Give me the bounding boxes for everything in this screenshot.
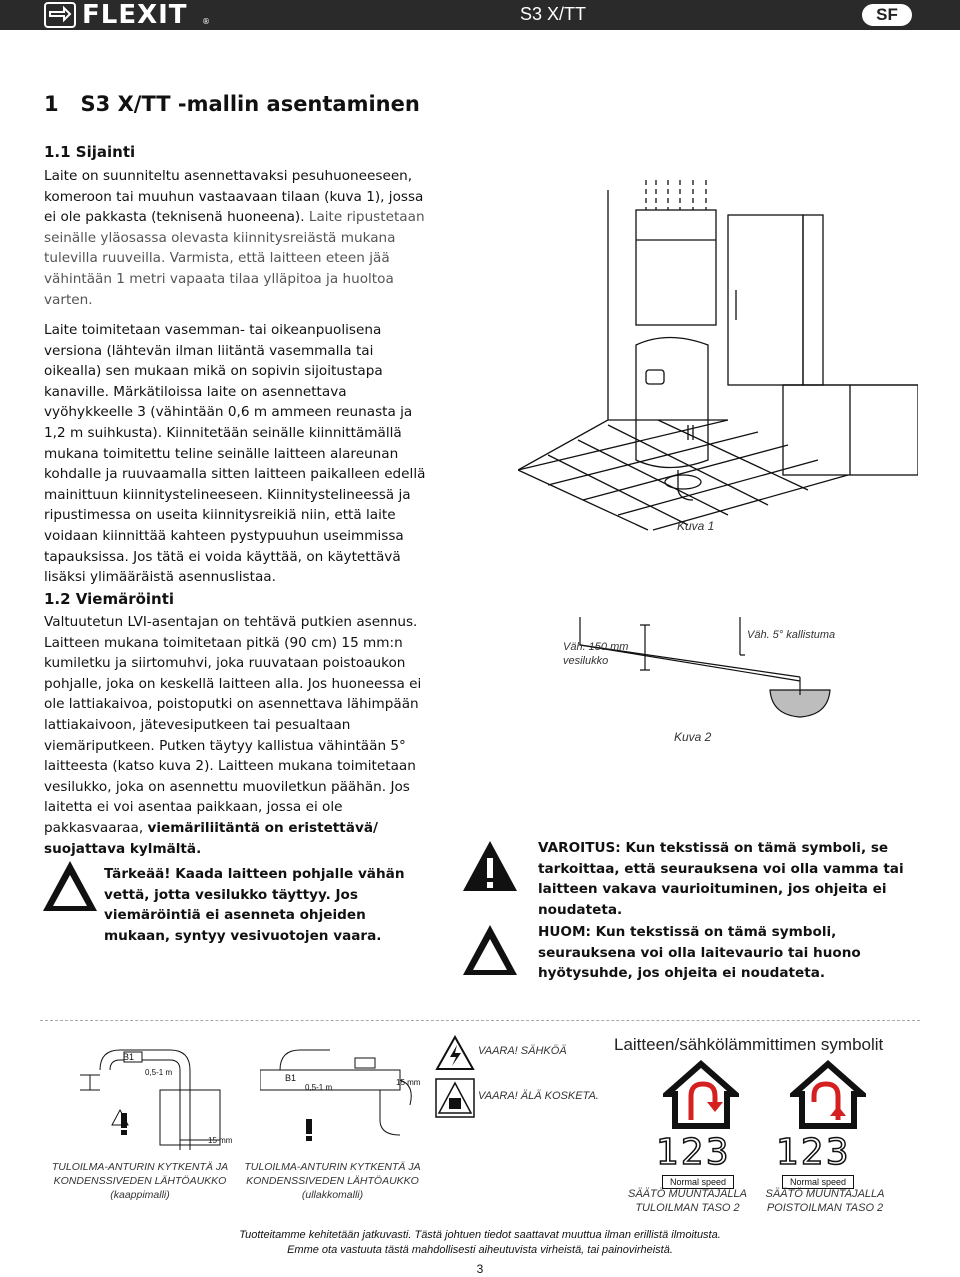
registered-mark: ®: [202, 17, 210, 26]
danger-touch-label: VAARA! ÄLÄ KOSKETA.: [478, 1090, 599, 1102]
varoitus-warning-icon: [460, 838, 520, 894]
diagram1-caption: TULOILMA-ANTURIN KYTKENTÄ JA KONDENSSIVEDEN LÄHTÖAUKKO (kaappimalli): [51, 1161, 229, 1201]
flexit-logo-icon: [44, 2, 76, 28]
exclamation-icon: [112, 1112, 136, 1136]
speed-digits-2: 123: [776, 1132, 851, 1173]
figure-2-trap-label: Väh. 150 mm vesilukko: [563, 641, 629, 667]
drainage-paragraph: [44, 612, 436, 859]
figure-1-installation-illustration: [518, 170, 918, 540]
subsection-title-location: 1.1 Sijainti: [44, 143, 136, 161]
huom-text: HUOM: Kun tekstissä on tämä symboli, seurauksena voi olla laitevaurio tai huono hyötysuhde, jos ohjeita ei noudateta.: [538, 924, 861, 981]
diagram-cabinet-model: [60, 1030, 240, 1150]
footer-line-1: Tuotteitamme kehitetään jatkuvasti. Tästä johtuen tiedot saattavat muuttua ilman erillistä ilmoitusta.: [239, 1229, 721, 1241]
diagram1-b1-label: B1: [123, 1052, 135, 1062]
language-badge: SF: [862, 4, 912, 26]
speed-caption-extract: SÄÄTÖ MUUNTAJALLA POISTOILMAN TASO 2: [765, 1188, 885, 1214]
huom-caution-icon: [460, 922, 520, 978]
do-not-touch-icon: [435, 1078, 475, 1118]
drainage-text: Valtuutetun LVI-asentajan on tehtävä putkien asennus. Laitteen mukana toimitetaan pitkä (90 cm) 15 mm:n kumiletku ja siirtomuhvi, joka ruuvataan poistoaukon pohjalle, joka on keskellä laitteen alla. Jos huoneessa ei ole lattiakaivoa, poistoputki on asennettava lähimpään lattiakaivoon, jätevesiputkeen tai pesualtaan viemäriputkeen. Putken täytyy kallistua vähintään 5° laitteesta (katso kuva 2). Laitteen mukana toimitetaan vesilukko, joka on asennettu muoviletkun päähän. Jos laitetta ei voi asentaa paikkaan, jossa ei ole pakkasvaaraa,: [44, 614, 422, 836]
diagram2-15mm-label: 15 mm: [396, 1078, 421, 1087]
location-text-main: Laite on suunniteltu asennettavaksi pesuhuoneeseen, komeroon tai muuhun vastaavaan tilaan (kuva 1), jossa ei ole pakkasta (teknisenä huoneena).: [44, 168, 424, 226]
warning-triangle-icon: [40, 858, 100, 914]
house-extract-air-icon: [790, 1060, 866, 1130]
section-title: 1 S3 X/TT -mallin asentaminen: [44, 92, 420, 116]
electric-hazard-icon: [435, 1035, 475, 1071]
drainage-text-bold: viemäriliitäntä on eristettävä/ suojattava kylmältä.: [44, 819, 378, 857]
location-paragraph-2: Laite toimitetaan vasemman- tai oikeanpuolisena versiona (lähtevän ilman liitäntä vasemmalla tai oikealla) sen mukaan mikä on sopivin sijoitustapa kanaville. Märkätiloissa laite on asennettava vyöhykkeelle 3 (vähintään 0,6 m ammeen reunasta ja 1,2 m suihkusta). Kiinnitetään seinälle kiinnittämällä mukana toimitettu teline seinälle laitteen alareunan kohdalle ja ruuvaamalla sitten laitteen paikalleen edellä mainittuun kiinnitystelineeseen. Kiinnitystelineessä ja ripustimessa on useita kiinnitysreikiä niin, että laite voidaan kiinnittää kahteen pystypuuhun useimmissa tapauksissa. Jos tätä ei voida käyttää, on käytettävä lisäksi ylimääräistä asennuslistaa.: [44, 322, 426, 586]
location-paragraph-1: [44, 166, 439, 310]
important-note: Tärkeää! Kaada laitteen pohjalle vähän vettä, jotta vesilukko täyttyy. Jos viemäröintiä ei asenneta ohjeiden mukaan, syntyy vesivuotojen vaara.: [104, 866, 405, 944]
document-title: S3 X/TT: [520, 4, 587, 24]
danger-electric-label: VAARA! SÄHKÖÄ: [478, 1045, 567, 1057]
page-number: 3: [476, 1262, 484, 1276]
diagram1-dist-label: 0,5-1 m: [145, 1068, 173, 1077]
diagram-attic-model: [260, 1040, 420, 1150]
speed-caption-supply: SÄÄTÖ MUUNTAJALLA TULOILMAN TASO 2: [628, 1188, 747, 1214]
figure-2-slope-label: Väh. 5° kallistuma: [747, 629, 836, 641]
varoitus-text: VAROITUS: Kun tekstissä on tämä symboli, se tarkoittaa, että seurauksena voi olla vamma tai laitteen vakava vaurioituminen, jos ohjeita ei noudateta.: [538, 840, 904, 918]
footer-line-2: Emme ota vastuuta tästä mahdollisesti aiheutuvista virheistä, tai painovirheistä.: [287, 1244, 673, 1256]
symbols-title: Laitteen/sähkölämmittimen symbolit: [614, 1035, 884, 1054]
diagram1-15mm-label: 15 mm: [208, 1136, 233, 1145]
exclamation-icon: [297, 1118, 321, 1142]
location-text-mounting: Laite ripustetaan seinälle yläosassa olevasta kiinnitysreiästä mukana tulevilla ruuveilla. Varmista, että laitteen eteen jää vähintään 1 metri vapaata tilaa ylläpitoa ja huoltoa varten.: [44, 209, 425, 308]
figure-1-caption: Kuva 1: [677, 519, 715, 533]
diagram2-caption: TULOILMA-ANTURIN KYTKENTÄ JA KONDENSSIVEDEN LÄHTÖAUKKO (ullakkomalli): [244, 1161, 421, 1201]
section-divider: [40, 1020, 920, 1021]
speed-digits-1: 123: [656, 1132, 731, 1173]
diagram2-b1-label: B1: [285, 1073, 297, 1083]
normal-speed-label-2: Normal speed: [782, 1175, 854, 1189]
flexit-logo-text: FLEXIT: [82, 0, 188, 30]
subsection-title-drainage: 1.2 Viemäröinti: [44, 590, 175, 608]
figure-2-caption: Kuva 2: [674, 730, 712, 744]
normal-speed-label-1: Normal speed: [662, 1175, 734, 1189]
diagram2-dist-label: 0,5-1 m: [305, 1083, 333, 1092]
house-supply-air-icon: [663, 1060, 739, 1130]
